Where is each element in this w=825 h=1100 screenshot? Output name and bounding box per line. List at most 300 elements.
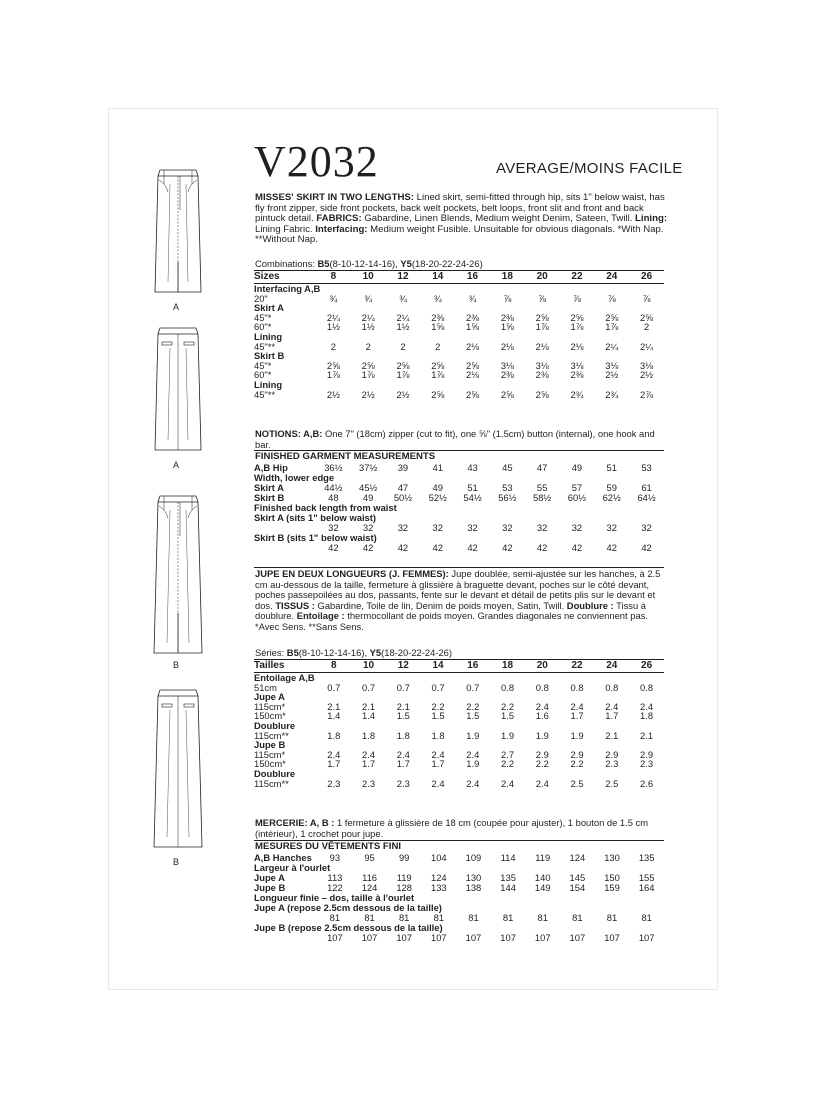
value-cell: 44½ — [324, 482, 343, 493]
value-cell: 2.9 — [570, 748, 584, 760]
value-cell: 1.7 — [396, 758, 410, 770]
sizes-header-label: Sizes — [254, 271, 316, 284]
value-cell: 2⅞ — [640, 388, 654, 400]
section-row — [254, 692, 664, 702]
sizes-header-label: Tailles — [254, 660, 316, 673]
value-cell: 1.9 — [570, 729, 584, 741]
table-row — [254, 370, 664, 380]
value-cell: 1⅝ — [431, 321, 445, 333]
difficulty-level: AVERAGE/MOINS FACILE — [496, 160, 683, 177]
value-cell: 1.7 — [570, 710, 584, 722]
value-cell: 2⅜ — [535, 369, 549, 381]
value-cell: ⅞ — [538, 292, 547, 304]
value-cell: ⅞ — [642, 292, 651, 304]
value-cell: 1.8 — [640, 710, 654, 722]
value-cell: 39 — [397, 462, 409, 473]
value-cell: 1.9 — [466, 729, 480, 741]
size-cell: 24 — [594, 271, 629, 284]
value-cell: 122 — [327, 882, 343, 893]
value-cell: 0.8 — [605, 681, 619, 693]
value-cell: 1⅝ — [466, 321, 480, 333]
value-cell: 43 — [467, 462, 478, 473]
description-title-fr: JUPE EN DEUX LONGUEURS (J. FEMMES): — [255, 568, 449, 579]
value-cell: 52½ — [428, 492, 447, 503]
size-cell: 20 — [525, 271, 560, 284]
value-cell: 2.2 — [501, 700, 515, 712]
size-cell: 22 — [560, 271, 595, 284]
sketch-label: B — [173, 857, 180, 867]
value-cell: 2.1 — [396, 700, 410, 712]
value-cell: 2.1 — [605, 729, 619, 741]
value-cell: 57 — [571, 482, 583, 493]
value-cell: 1⅞ — [326, 369, 340, 381]
value-cell: 2⅜ — [500, 369, 514, 381]
interfacing-label: Interfacing: — [315, 223, 368, 235]
size-cell: 16 — [455, 660, 490, 673]
row-label: Jupe A — [254, 872, 285, 883]
value-cell: 42 — [432, 542, 443, 553]
value-cell: 1.9 — [466, 758, 480, 770]
section-row — [254, 903, 664, 913]
row-label: 20" — [254, 292, 268, 304]
value-cell: 1.8 — [362, 729, 376, 741]
size-cell: 12 — [386, 660, 421, 673]
table-row — [254, 933, 664, 943]
value-cell: ¾ — [399, 292, 407, 304]
section-label: Doublure — [254, 719, 296, 731]
value-cell: 159 — [604, 882, 620, 893]
table-row — [254, 731, 664, 741]
description-en — [255, 193, 675, 246]
finished-measurements-table-en — [254, 463, 664, 553]
value-cell: 1.5 — [466, 710, 480, 722]
pattern-number: V2032 — [254, 137, 379, 186]
value-cell: 2.2 — [466, 700, 480, 712]
yardage-table-en — [254, 270, 664, 399]
value-cell: 49 — [432, 482, 443, 493]
value-cell: 2⅝ — [466, 388, 480, 400]
combination-y5: Y5 — [400, 258, 412, 269]
section-label: Lining — [254, 378, 283, 390]
value-cell: 2⅛ — [500, 340, 514, 352]
value-cell: 2.4 — [396, 748, 410, 760]
value-cell: 107 — [534, 932, 551, 943]
value-cell: 135 — [638, 852, 655, 863]
value-cell: 61 — [641, 482, 652, 493]
value-cell: 49 — [362, 492, 374, 503]
value-cell: 0.7 — [431, 681, 445, 693]
value-cell: 2.4 — [466, 748, 480, 760]
value-cell: ¾ — [364, 292, 373, 304]
value-cell: 2.3 — [327, 777, 341, 789]
value-cell: 124 — [430, 872, 447, 883]
size-cell: 20 — [525, 660, 560, 673]
mercerie-label: MERCERIE: A, B : — [255, 817, 335, 828]
value-cell: 1½ — [361, 321, 375, 333]
value-cell: 53 — [641, 462, 652, 473]
value-cell: 107 — [638, 932, 655, 943]
value-cell: 53 — [502, 482, 513, 493]
value-cell: 81 — [606, 912, 618, 923]
value-cell: 1⅞ — [361, 369, 375, 381]
size-cell: 18 — [490, 271, 525, 284]
value-cell: 2.3 — [605, 758, 619, 770]
table-row — [254, 702, 664, 712]
size-cell: 26 — [629, 660, 664, 673]
sketch-skirt-b-back — [140, 682, 215, 852]
value-cell: 0.8 — [640, 681, 654, 693]
value-cell: 2⅛ — [535, 340, 549, 352]
value-cell: 154 — [569, 882, 586, 893]
value-cell: 1⅞ — [570, 321, 584, 333]
value-cell: 42 — [467, 542, 478, 553]
value-cell: 107 — [430, 932, 447, 943]
value-cell: 2.9 — [605, 748, 619, 760]
section-row — [254, 769, 664, 779]
combination-y5-sizes: (18-20-22-24-26) — [411, 258, 483, 269]
value-cell: 42 — [571, 542, 583, 553]
interfacing-text: Medium weight Fusible. Unsuitable for obvious diagonals. *With Nap. **Without Nap. — [255, 223, 664, 246]
value-cell: 2.4 — [501, 777, 515, 789]
section-label: Jupe B — [254, 739, 286, 751]
table-row — [254, 711, 664, 721]
value-cell: 0.7 — [327, 681, 341, 693]
value-cell: 42 — [641, 542, 652, 553]
lining-text: Lining Fabric. — [255, 223, 316, 235]
value-cell: 2.3 — [640, 758, 654, 770]
notions-fr — [255, 818, 667, 839]
value-cell: 109 — [465, 852, 482, 863]
value-cell: 51 — [606, 462, 617, 473]
value-cell: 2⅜ — [500, 311, 514, 323]
table-row — [254, 683, 664, 693]
value-cell: 47 — [397, 482, 409, 493]
section-label: Entoilage A,B — [254, 672, 315, 683]
value-cell: 2⅝ — [396, 359, 410, 371]
value-cell: 130 — [465, 872, 482, 883]
value-cell: 3⅛ — [605, 359, 619, 371]
value-cell: 2.4 — [362, 748, 376, 760]
row-label: 60"* — [254, 369, 272, 381]
value-cell: 81 — [398, 912, 410, 923]
value-cell: 1.7 — [362, 758, 376, 770]
row-label: A,B Hanches — [254, 852, 312, 863]
value-cell: 42 — [397, 542, 409, 553]
value-cell: 2.4 — [327, 748, 341, 760]
value-cell: 42 — [328, 542, 339, 553]
value-cell: 1⅞ — [431, 369, 445, 381]
doublure-text: Tissu à doublure. — [255, 599, 646, 621]
value-cell: 114 — [500, 852, 516, 863]
combination-y5-fr: Y5 — [369, 647, 382, 658]
row-label: Skirt B — [254, 492, 285, 503]
value-cell: 49 — [571, 462, 583, 473]
row-label: Jupe B — [254, 882, 286, 893]
combinations-fr — [255, 647, 452, 658]
value-cell: 107 — [361, 932, 378, 943]
section-label: Largeur à l'ourlet — [254, 862, 331, 873]
section-label: Width, lower edge — [254, 472, 335, 483]
table-row — [254, 543, 664, 553]
value-cell: 81 — [433, 912, 445, 923]
size-cell: 22 — [560, 660, 595, 673]
value-cell: 1⅞ — [535, 321, 549, 333]
value-cell: 2⅝ — [535, 388, 549, 400]
value-cell: 2⅜ — [570, 369, 584, 381]
combinations-prefix-fr: Séries: — [255, 647, 287, 658]
row-label: 45"* — [254, 359, 272, 371]
value-cell: 2⅝ — [640, 311, 654, 323]
value-cell: 54½ — [463, 492, 482, 503]
value-cell: 1⅝ — [500, 321, 514, 333]
value-cell: 2¼ — [640, 340, 654, 352]
value-cell: 32 — [606, 522, 617, 533]
section-label: Jupe B (repose 2.5cm dessous de la taille) — [254, 922, 443, 933]
description-title: MISSES' SKIRT IN TWO LENGTHS: — [255, 192, 414, 203]
row-label: 51cm — [254, 681, 277, 693]
value-cell: 2 — [365, 340, 371, 352]
sketch-skirt-b-front — [140, 488, 215, 658]
value-cell: 104 — [430, 852, 447, 863]
value-cell: 2½ — [361, 388, 375, 400]
sketch-label: A — [173, 460, 180, 470]
row-label: 115cm* — [254, 748, 286, 760]
value-cell: 2.9 — [535, 748, 549, 760]
value-cell: 2.4 — [640, 700, 654, 712]
value-cell: 55 — [536, 482, 548, 493]
value-cell: 48 — [328, 492, 339, 503]
combination-b5: B5 — [317, 258, 330, 269]
value-cell: 0.8 — [570, 681, 584, 693]
value-cell: 150 — [604, 872, 620, 883]
value-cell: 60½ — [567, 492, 587, 503]
value-cell: 119 — [535, 852, 551, 863]
value-cell: 149 — [534, 882, 551, 893]
value-cell: 2⅝ — [326, 359, 340, 371]
value-cell: 3⅛ — [535, 359, 549, 371]
section-row — [254, 923, 664, 933]
value-cell: 47 — [536, 462, 548, 473]
notions-text: One 7" (18cm) zipper (cut to fit), one ⅝" (1.5cm) button (internal), one hook and bar. — [255, 428, 655, 450]
value-cell: 37½ — [359, 462, 378, 473]
table-row — [254, 390, 664, 400]
size-cell: 26 — [629, 271, 664, 284]
value-cell: 0.7 — [466, 681, 480, 693]
value-cell: 42 — [536, 542, 548, 553]
section-label: Lining — [254, 330, 283, 342]
table-row — [254, 779, 664, 789]
value-cell: 32 — [536, 522, 548, 533]
value-cell: 1.4 — [327, 710, 341, 722]
value-cell: 0.7 — [362, 681, 376, 693]
value-cell: ⅞ — [503, 292, 512, 304]
size-cell: 10 — [351, 660, 386, 673]
value-cell: 2⅝ — [500, 388, 514, 400]
section-label: Skirt B (sits 1" below waist) — [254, 532, 377, 543]
value-cell: 1.5 — [431, 710, 445, 722]
value-cell: 2.3 — [396, 777, 410, 789]
value-cell: 1.6 — [535, 710, 549, 722]
section-label: Jupe A (repose 2.5cm dessous de la taille) — [254, 902, 442, 913]
notions-en — [255, 429, 667, 450]
value-cell: 2½ — [640, 369, 654, 381]
row-label: 150cm* — [254, 710, 286, 722]
value-cell: 2.5 — [605, 777, 619, 789]
value-cell: 3⅛ — [500, 359, 514, 371]
fabrics-label: FABRICS: — [316, 213, 362, 225]
section-row — [254, 351, 664, 361]
row-label: A,B Hip — [254, 462, 288, 473]
value-cell: 3⅛ — [640, 359, 654, 371]
value-cell: 32 — [397, 522, 409, 533]
value-cell: ¾ — [329, 292, 338, 304]
description-fr — [255, 569, 667, 632]
value-cell: 128 — [396, 882, 412, 893]
value-cell: 2.4 — [431, 777, 445, 789]
sketch-label: A — [173, 302, 180, 312]
fabrics-text: Gabardine, Linen Blends, Medium weight Denim, Sateen, Twill. — [361, 213, 636, 225]
size-cell: 18 — [490, 660, 525, 673]
value-cell: 2.5 — [570, 777, 584, 789]
description-text-fr: Jupe doublée, semi-ajustée sur les hanches, à 2.5 cm au-dessous de la taille, fermeture à glissière à braguette devant, poches sur le côté devant, poches passepoilées au dos, passants, fente sur le devant et détail de petits plis sur le devant et dos. — [255, 568, 661, 611]
value-cell: 1.9 — [535, 729, 549, 741]
row-label: 115cm** — [254, 777, 289, 789]
value-cell: 2¾ — [570, 388, 584, 400]
value-cell: 56½ — [498, 492, 517, 503]
value-cell: 2½ — [326, 388, 340, 400]
value-cell: 50½ — [393, 492, 413, 503]
notions-label: NOTIONS: A,B: — [255, 428, 323, 439]
value-cell: 1.8 — [431, 729, 445, 741]
value-cell: 2 — [400, 340, 406, 352]
value-cell: 155 — [638, 872, 655, 883]
value-cell: 2 — [330, 340, 336, 352]
section-label: Jupe A — [254, 691, 285, 703]
value-cell: 62½ — [602, 492, 621, 503]
value-cell: 2⅝ — [605, 311, 619, 323]
value-cell: 42 — [362, 542, 374, 553]
value-cell: 51 — [467, 482, 478, 493]
value-cell: 32 — [467, 522, 478, 533]
row-label: Skirt A — [254, 482, 284, 493]
size-cell: 24 — [594, 660, 629, 673]
value-cell: 144 — [500, 882, 516, 893]
table-row — [254, 361, 664, 371]
value-cell: ¾ — [468, 292, 477, 304]
value-cell: 59 — [606, 482, 617, 493]
value-cell: 99 — [398, 852, 410, 863]
value-cell: 2⅛ — [570, 340, 584, 352]
row-label: 45"* — [254, 311, 272, 323]
value-cell: 2.9 — [640, 748, 654, 760]
value-cell: 2.2 — [431, 700, 445, 712]
value-cell: 32 — [502, 522, 513, 533]
value-cell: 119 — [396, 872, 412, 883]
value-cell: 107 — [396, 932, 412, 943]
value-cell: 116 — [362, 872, 378, 883]
value-cell: 2.4 — [535, 700, 549, 712]
value-cell: 42 — [502, 542, 513, 553]
value-cell: 133 — [430, 882, 447, 893]
section-label: Skirt B — [254, 350, 285, 362]
value-cell: 2.2 — [535, 758, 549, 770]
section-label: Skirt A (sits 1" below waist) — [254, 512, 377, 523]
value-cell: 2¼ — [396, 311, 410, 323]
value-cell: 107 — [500, 932, 516, 943]
value-cell: 2.4 — [466, 777, 480, 789]
table-row — [254, 294, 664, 304]
row-label: 115cm** — [254, 729, 289, 741]
value-cell: 45 — [502, 462, 513, 473]
sketch-label: B — [173, 660, 180, 670]
value-cell: 1.8 — [327, 729, 341, 741]
value-cell: 0.8 — [535, 681, 549, 693]
finished-measurements-table-fr — [254, 853, 664, 943]
section-label: Longueur finie – dos, taille à l'ourlet — [254, 892, 415, 903]
value-cell: 2⅛ — [466, 340, 480, 352]
combination-b5-fr: B5 — [286, 647, 299, 658]
size-cell: 16 — [455, 271, 490, 284]
tissus-text: Gabardine, Toile de lin, Denim de poids moyen, Satin, Twill. — [314, 599, 567, 611]
value-cell: 0.8 — [501, 681, 515, 693]
value-cell: 93 — [329, 852, 341, 863]
table-row — [254, 322, 664, 332]
value-cell: 1.7 — [327, 758, 341, 770]
combination-b5-sizes-fr: (8-10-12-14-16), — [298, 647, 370, 658]
description-text: Lined skirt, semi-fitted through hip, sits 1" below waist, has fly front zipper, side front pockets, back welt pockets, belt loops, front slit and front and back pintuck detail. — [255, 192, 665, 225]
table-row — [254, 759, 664, 769]
value-cell: 2⅝ — [361, 359, 375, 371]
combinations-en — [255, 258, 483, 269]
value-cell: 1½ — [396, 321, 410, 333]
value-cell: 32 — [641, 522, 652, 533]
value-cell: 1.9 — [501, 729, 515, 741]
section-row — [254, 721, 664, 731]
value-cell: 2⅝ — [431, 388, 445, 400]
value-cell: 138 — [465, 882, 482, 893]
sketch-skirt-a-back — [140, 320, 215, 455]
value-cell: 2½ — [605, 369, 619, 381]
mercerie-text: 1 fermeture à glissière de 18 cm (coupée pour ajuster), 1 bouton de 1.5 cm (intérieur), 1 crochet pour jupe. — [255, 817, 649, 839]
sizes-header-row — [254, 660, 664, 673]
value-cell: 135 — [500, 872, 516, 883]
size-cell: 14 — [421, 660, 456, 673]
value-cell: 0.7 — [396, 681, 410, 693]
entoilage-text: thermocollant de poids moyen. Grandes diagonales ne conviennent pas. *Avec Sens. **Sans Sens. — [255, 610, 648, 632]
value-cell: 2.1 — [327, 700, 341, 712]
fgm-title-en: FINISHED GARMENT MEASUREMENTS — [255, 451, 436, 462]
value-cell: 2¼ — [605, 340, 619, 352]
size-cell: 8 — [316, 271, 351, 284]
row-label: 150cm* — [254, 758, 286, 770]
value-cell: 32 — [362, 522, 374, 533]
value-cell: ⅞ — [607, 292, 616, 304]
section-row — [254, 303, 664, 313]
section-row — [254, 740, 664, 750]
value-cell: 107 — [327, 932, 343, 943]
section-label: Doublure — [254, 767, 296, 779]
entoilage-label: Entoilage : — [296, 610, 345, 621]
value-cell: 1⅞ — [396, 369, 410, 381]
value-cell: 140 — [534, 872, 551, 883]
value-cell: 107 — [569, 932, 586, 943]
table-row — [254, 750, 664, 760]
section-label: Finished back length from waist — [254, 502, 397, 513]
value-cell: 81 — [537, 912, 548, 923]
value-cell: 81 — [641, 912, 652, 923]
value-cell: 2.4 — [570, 700, 584, 712]
section-row — [254, 473, 664, 483]
